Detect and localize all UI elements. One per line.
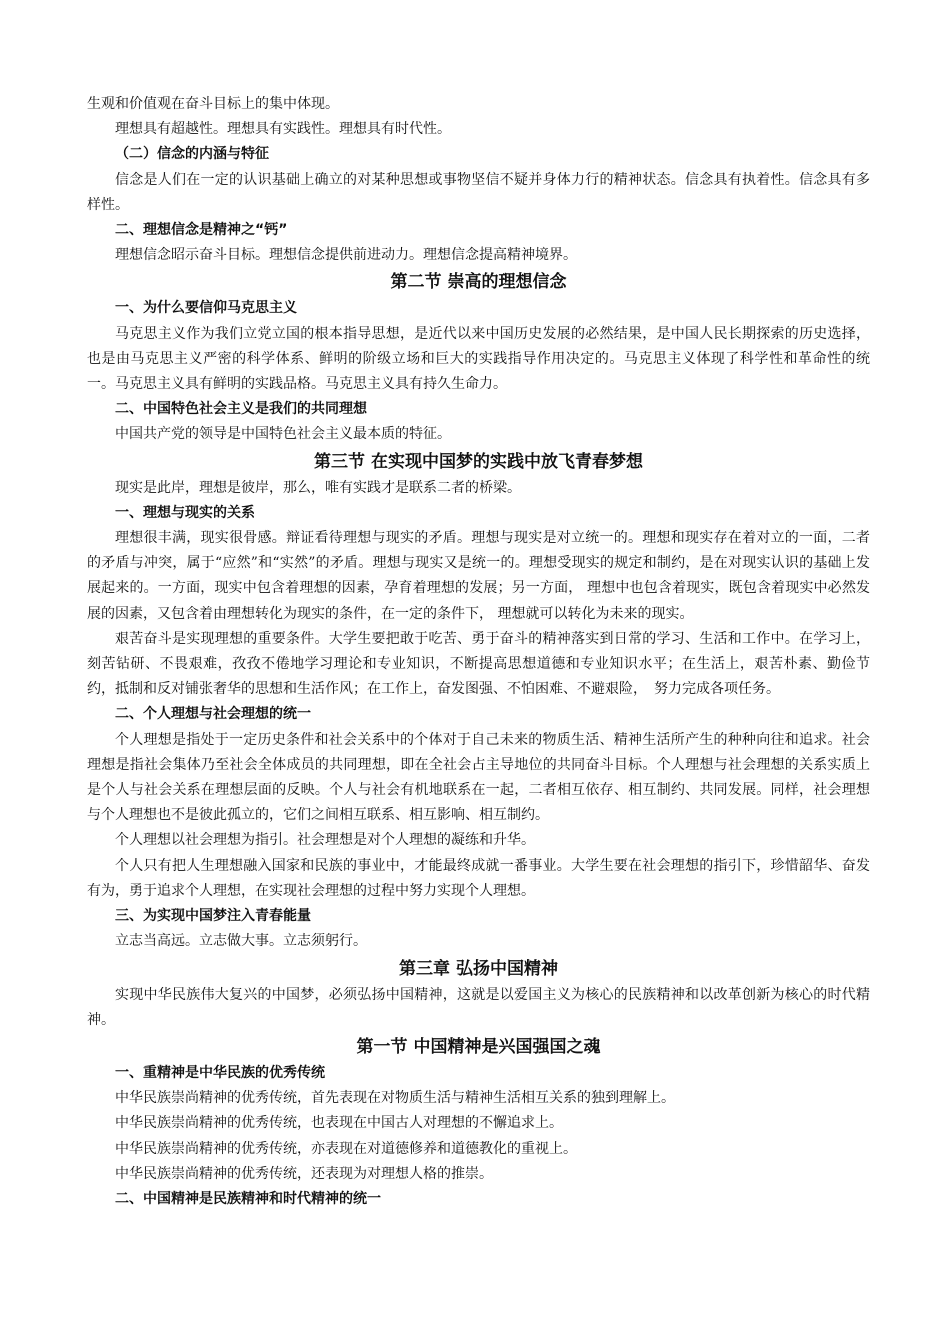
subsection-heading: （二）信念的内涵与特征 xyxy=(115,146,269,163)
paragraph: 中国共产党的领导是中国特色社会主义最本质的特征。 xyxy=(115,426,451,443)
subsection-heading: 二、个人理想与社会理想的统一 xyxy=(115,706,311,723)
paragraph: 个人只有把人生理想融入国家和民族的事业中，才能最终成就一番事业。大学生要在社会理想的指引下，珍惜韶华、奋发有为，勇于追求个人理想，在实现社会理想的过程中努力实现个人理想。 xyxy=(87,857,870,899)
paragraph: 理想具有超越性。理想具有实践性。理想具有时代性。 xyxy=(115,121,451,138)
section-heading: 第三章 弘扬中国精神 xyxy=(399,958,558,979)
paragraph: 个人理想以社会理想为指引。社会理想是对个人理想的凝练和升华。 xyxy=(115,832,535,849)
subsection-heading: 二、中国特色社会主义是我们的共同理想 xyxy=(115,401,367,418)
paragraph: 立志当高远。立志做大事。立志须躬行。 xyxy=(115,933,367,950)
section-heading: 第二节 崇高的理想信念 xyxy=(390,272,567,293)
paragraph: 个人理想是指处于一定历史条件和社会关系中的个体对于自己未来的物质生活、精神生活所产生的种种向往和追求。社会理想是指社会集体乃至社会全体成员的共同理想，即在全社会占主导地位的共同奋斗目标。个人理想与社会理想的关系实质上是个人与社会关系在理想层面的反映。个人与社会有机地联系在一起，二者相互依存、相互制约、共同发展。同样，社会理想与个人理想也不是彼此孤立的，它们之间相互联系、相互影响、相互制约。 xyxy=(87,731,870,824)
subsection-heading: 一、理想与现实的关系 xyxy=(115,504,255,521)
subsection-heading: 一、重精神是中华民族的优秀传统 xyxy=(115,1064,325,1081)
paragraph: 生观和价值观在奋斗目标上的集中体现。 xyxy=(87,96,339,112)
paragraph: 理想很丰满，现实很骨感。辩证看待理想与现实的矛盾。理想与现实是对立统一的。理想和现实存在着对立的一面，二者的矛盾与冲突，属于“应然”和“实然”的矛盾。理想与现实又是统一的。理想受现实的规定和制约，是在对现实认识的基础上发展起来的。一方面，现实中包含着理想的因素，孕育着理想的发展；另一方面， 理想中也包含着现实，既包含着现实中必然发展的因素，又包含着由理想转化为现实的条件，在一定的条件下， 理想就可以转化为未来的现实。 xyxy=(87,530,870,622)
subsection-heading: 三、为实现中国梦注入青春能量 xyxy=(115,908,311,925)
paragraph: 中华民族崇尚精神的优秀传统，也表现在中国古人对理想的不懈追求上。 xyxy=(115,1115,563,1132)
paragraph: 信念是人们在一定的认识基础上确立的对某种思想或事物坚信不疑并身体力行的精神状态。信念具有执着性。信念具有多样性。 xyxy=(87,171,870,213)
section-heading: 第一节 中国精神是兴国强国之魂 xyxy=(356,1036,601,1057)
paragraph: 实现中华民族伟大复兴的中国梦，必须弘扬中国精神，这就是以爱国主义为核心的民族精神和以改革创新为核心的时代精神。 xyxy=(87,986,870,1028)
paragraph: 现实是此岸，理想是彼岸，那么，唯有实践才是联系二者的桥梁。 xyxy=(115,479,521,496)
paragraph: 马克思主义作为我们立党立国的根本指导思想，是近代以来中国历史发展的必然结果，是中国人民长期探索的历史选择，也是由马克思主义严密的科学体系、鲜明的阶级立场和巨大的实践指导作用决定的。马克思主义体现了科学性和革命性的统一。马克思主义具有鲜明的实践品格。马克思主义具有持久生命力。 xyxy=(87,325,870,393)
paragraph: 理想信念昭示奋斗目标。理想信念提供前进动力。理想信念提高精神境界。 xyxy=(115,247,577,264)
paragraph: 中华民族崇尚精神的优秀传统，亦表现在对道德修养和道德教化的重视上。 xyxy=(115,1140,577,1157)
paragraph: 中华民族崇尚精神的优秀传统，还表现为对理想人格的推崇。 xyxy=(115,1165,493,1182)
subsection-heading: 一、为什么要信仰马克思主义 xyxy=(115,300,297,317)
subsection-heading: 二、理想信念是精神之“钙” xyxy=(115,222,288,239)
paragraph: 中华民族崇尚精神的优秀传统，首先表现在对物质生活与精神生活相互关系的独到理解上。 xyxy=(115,1090,675,1107)
subsection-heading: 二、中国精神是民族精神和时代精神的统一 xyxy=(115,1190,381,1207)
paragraph: 艰苦奋斗是实现理想的重要条件。大学生要把敢于吃苦、勇于奋斗的精神落实到日常的学习、生活和工作中。在学习上，刻苦钻研、不畏艰难，孜孜不倦地学习理论和专业知识，不断提高思想道德和专业知识水平；在生活上，艰苦朴素、勤俭节约，抵制和反对铺张奢华的思想和生活作风；在工作上，奋发图强、不怕困难、不避艰险， 努力完成各项任务。 xyxy=(87,630,870,698)
section-heading: 第三节 在实现中国梦的实践中放飞青春梦想 xyxy=(314,451,643,472)
